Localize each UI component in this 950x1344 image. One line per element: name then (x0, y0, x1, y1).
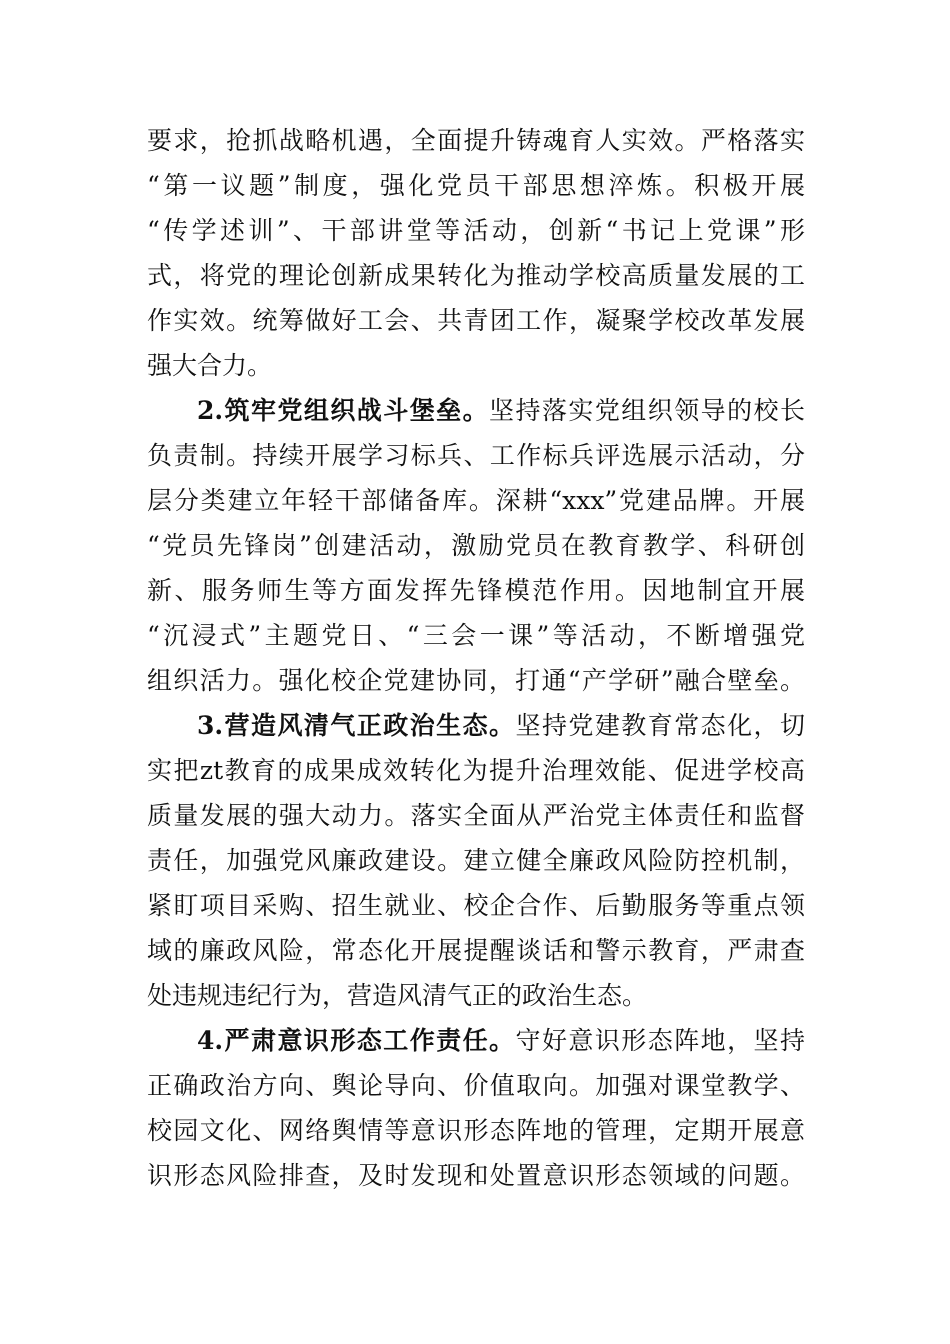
text-line (147, 703, 805, 748)
text-line: 作实效。统筹做好工会、共青团工作，凝聚学校改革发展 (147, 306, 805, 335)
text-line: 识形态风险排查，及时发现和处置意识形态领域的问题。 (147, 1161, 805, 1190)
text-line: 负责制。持续开展学习标兵、工作标兵评选展示活动，分 (147, 441, 805, 470)
text-line: 处违规违纪行为，营造风清气正的政治生态。 (147, 981, 648, 1010)
section-heading: 4.严肃意识形态工作责任。 (197, 1026, 516, 1055)
text-line: 式，将党的理论创新成果转化为推动学校高质量发展的工 (147, 261, 805, 290)
text-line: “沉浸式”主题党日、“三会一课”等活动，不断增强党 (147, 621, 805, 650)
text-line: 组织活力。强化校企党建协同，打通“产学研”融合壁垒。 (147, 666, 805, 695)
paragraph-3 (147, 703, 805, 1018)
text-line: 实把zt教育的成果成效转化为提升治理效能、促进学校高 (147, 756, 805, 785)
text-line: “党员先锋岗”创建活动，激励党员在教育教学、科研创 (147, 531, 805, 560)
text-line: 要求，抢抓战略机遇，全面提升铸魂育人实效。严格落实 (147, 126, 805, 155)
text-line: 正确政治方向、舆论导向、价值取向。加强对课堂教学、 (147, 1071, 805, 1100)
text-line: “传学述训”、干部讲堂等活动，创新“书记上党课”形 (147, 216, 805, 245)
paragraph-4 (147, 1018, 805, 1198)
text-span: 坚持落实党组织领导的校长 (489, 396, 805, 425)
text-line (147, 388, 805, 433)
text-line: 强大合力。 (147, 351, 273, 380)
text-line: 质量发展的强大动力。落实全面从严治党主体责任和监督 (147, 801, 805, 830)
text-line: 新、服务师生等方面发挥先锋模范作用。因地制宜开展 (147, 576, 805, 605)
text-span: 守好意识形态阵地，坚持 (515, 1026, 805, 1055)
section-heading: 3.营造风清气正政治生态。 (197, 711, 516, 740)
text-line: 校园文化、网络舆情等意识形态阵地的管理，定期开展意 (147, 1116, 805, 1145)
text-line: 层分类建立年轻干部储备库。深耕“xxx”党建品牌。开展 (147, 486, 805, 515)
text-line: 责任，加强党风廉政建设。建立健全廉政风险防控机制， (147, 846, 805, 875)
text-line (147, 1018, 805, 1063)
paragraph-2 (147, 388, 805, 703)
text-line: 域的廉政风险，常态化开展提醒谈话和警示教育，严肃查 (147, 936, 805, 965)
text-line: 紧盯项目采购、招生就业、校企合作、后勤服务等重点领 (147, 891, 805, 920)
text-span: 坚持党建教育常态化，切 (515, 711, 805, 740)
section-heading: 2.筑牢党组织战斗堡垒。 (197, 396, 490, 425)
text-line: “第一议题”制度，强化党员干部思想淬炼。积极开展 (147, 171, 805, 200)
paragraph-1 (147, 118, 805, 388)
document-page (147, 118, 805, 1198)
